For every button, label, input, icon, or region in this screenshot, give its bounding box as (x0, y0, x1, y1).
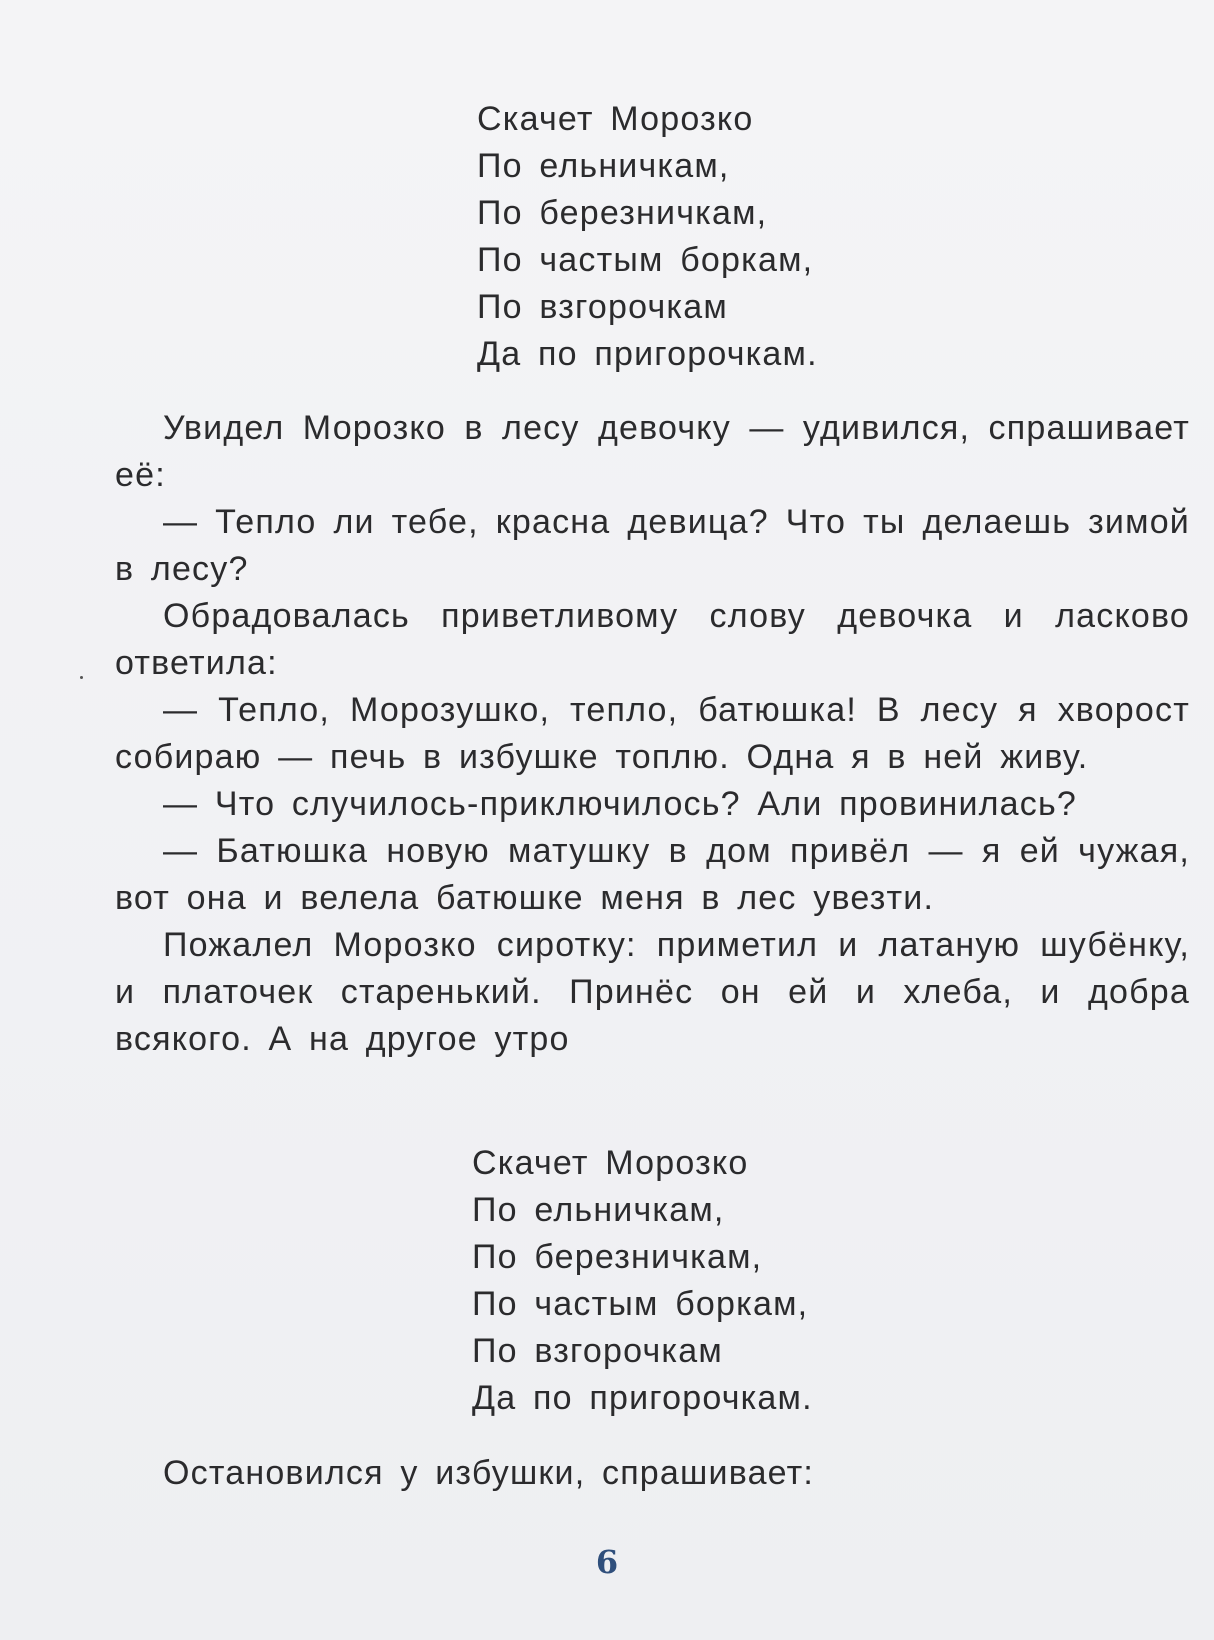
verse-stanza (477, 96, 818, 378)
page-number: 6 (595, 1543, 619, 1581)
verse-line: Скачет Морозко (472, 1144, 749, 1182)
verse-line: По взгорочкам (472, 1332, 723, 1370)
paragraph: Увидел Морозко в лесу девочку — удивился, спрашивает её: (115, 409, 1190, 494)
verse-line: По березничкам, (477, 194, 768, 232)
verse-line: По березничкам, (472, 1238, 763, 1276)
paragraph: Обрадовалась приветливому слову девочка и ласково ответила: (115, 597, 1190, 682)
paragraph: Пожалел Морозко сиротку: приметил и латаную шубёнку, и платочек старенький. Принёс он ей и хлеба, и добра всякого. А на другое утро (115, 926, 1190, 1058)
verse-line: По частым боркам, (477, 241, 814, 279)
verse-line: По ельничкам, (472, 1191, 725, 1229)
paragraph: — Батюшка новую матушку в дом привёл — я ей чужая, вот она и велела батюшке меня в лес увезти. (115, 832, 1190, 917)
verse-line: Скачет Морозко (477, 100, 754, 138)
verse-line: По ельничкам, (477, 147, 730, 185)
verse-line: По частым боркам, (472, 1285, 809, 1323)
verse-line: По взгорочкам (477, 288, 728, 326)
verse-stanza (472, 1140, 813, 1422)
verse-line: Да по пригорочкам. (477, 335, 818, 373)
verse-line: Да по пригорочкам. (472, 1379, 813, 1417)
prose-block (115, 405, 1190, 1063)
paragraph: — Что случилось-приключилось? Али провинилась? (163, 785, 1078, 823)
paragraph: — Тепло, Морозушко, тепло, батюшка! В лесу я хворост собираю — печь в избушке топлю. Одна я в ней живу. (115, 691, 1190, 776)
paper-speck (80, 676, 83, 679)
closing-paragraph: Остановился у избушки, спрашивает: (163, 1454, 815, 1492)
paragraph: — Тепло ли тебе, красна девица? Что ты делаешь зимой в лесу? (115, 503, 1190, 588)
